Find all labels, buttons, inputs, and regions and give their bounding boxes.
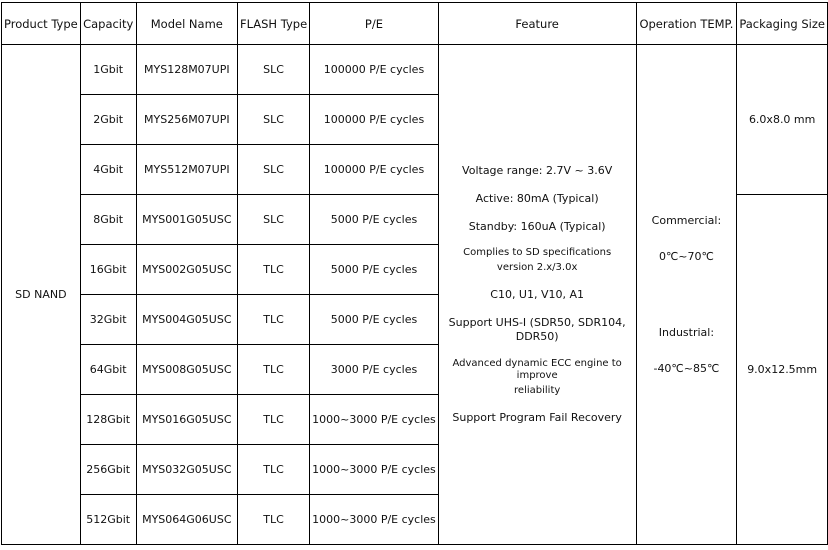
header-capacity: Capacity [80, 3, 136, 45]
feature-standby: Standby: 160uA (Typical) [468, 219, 606, 233]
model-cell: MYS128M07UPI [136, 45, 237, 95]
capacity-cell: 16Gbit [80, 245, 136, 295]
pe-cell: 1000~3000 P/E cycles [310, 395, 439, 445]
temp-commercial-range: 0℃~70℃ [658, 249, 714, 263]
packaging-size-small: 6.0x8.0 mm [737, 45, 828, 195]
header-flash-type: FLASH Type [237, 3, 309, 45]
pe-cell: 5000 P/E cycles [310, 295, 439, 345]
feature-classes: C10, U1, V10, A1 [490, 288, 585, 302]
temp-commercial-label: Commercial: [651, 213, 722, 227]
model-cell: MYS512M07UPI [136, 145, 237, 195]
model-cell: MYS002G05USC [136, 245, 237, 295]
table-row [2, 45, 828, 95]
flash-type-cell: TLC [237, 295, 309, 345]
flash-type-cell: SLC [237, 145, 309, 195]
header-feature: Feature [438, 3, 636, 45]
model-cell: MYS008G05USC [136, 345, 237, 395]
capacity-cell: 128Gbit [80, 395, 136, 445]
flash-type-cell: TLC [237, 245, 309, 295]
pe-cell: 5000 P/E cycles [310, 245, 439, 295]
capacity-cell: 32Gbit [80, 295, 136, 345]
feature-complies-1: Complies to SD specifications [463, 247, 612, 259]
operation-temp-cell [636, 45, 737, 545]
model-cell: MYS001G05USC [136, 195, 237, 245]
capacity-cell: 512Gbit [80, 495, 136, 545]
capacity-cell: 1Gbit [80, 45, 136, 95]
flash-type-cell: TLC [237, 495, 309, 545]
model-cell: MYS016G05USC [136, 395, 237, 445]
pe-cell: 1000~3000 P/E cycles [310, 495, 439, 545]
flash-type-cell: SLC [237, 45, 309, 95]
capacity-cell: 8Gbit [80, 195, 136, 245]
flash-type-cell: SLC [237, 95, 309, 145]
feature-uhs: Support UHS-I (SDR50, SDR104, DDR50) [448, 316, 626, 343]
feature-complies-2: version 2.x/3.0x [496, 261, 578, 273]
capacity-cell: 256Gbit [80, 445, 136, 495]
feature-ecc-2: reliability [514, 384, 561, 396]
pe-cell: 100000 P/E cycles [310, 45, 439, 95]
packaging-size-large: 9.0x12.5mm [737, 195, 828, 545]
feature-voltage: Voltage range: 2.7V ~ 3.6V [462, 164, 613, 178]
temp-industrial-range: -40℃~85℃ [653, 362, 720, 376]
feature-cell [438, 45, 636, 545]
feature-ecc-1: Advanced dynamic ECC engine to improve [452, 357, 622, 382]
header-packaging-size: Packaging Size [737, 3, 828, 45]
flash-type-cell: TLC [237, 345, 309, 395]
pe-cell: 3000 P/E cycles [310, 345, 439, 395]
feature-recovery: Support Program Fail Recovery [452, 411, 622, 425]
pe-cell: 100000 P/E cycles [310, 95, 439, 145]
flash-type-cell: TLC [237, 395, 309, 445]
product-type-cell: SD NAND [2, 45, 81, 545]
flash-type-cell: SLC [237, 195, 309, 245]
model-cell: MYS064G06USC [136, 495, 237, 545]
capacity-cell: 4Gbit [80, 145, 136, 195]
pe-cell: 100000 P/E cycles [310, 145, 439, 195]
feature-active: Active: 80mA (Typical) [475, 191, 599, 205]
model-cell: MYS032G05USC [136, 445, 237, 495]
temp-industrial-label: Industrial: [658, 326, 715, 339]
header-row [2, 3, 828, 45]
spec-table [1, 2, 828, 545]
pe-cell: 1000~3000 P/E cycles [310, 445, 439, 495]
flash-type-cell: TLC [237, 445, 309, 495]
capacity-cell: 2Gbit [80, 95, 136, 145]
header-pe: P/E [310, 3, 439, 45]
model-cell: MYS004G05USC [136, 295, 237, 345]
header-product-type: Product Type [2, 3, 81, 45]
model-cell: MYS256M07UPI [136, 95, 237, 145]
capacity-cell: 64Gbit [80, 345, 136, 395]
header-operation-temp: Operation TEMP. [636, 3, 737, 45]
pe-cell: 5000 P/E cycles [310, 195, 439, 245]
header-model-name: Model Name [136, 3, 237, 45]
